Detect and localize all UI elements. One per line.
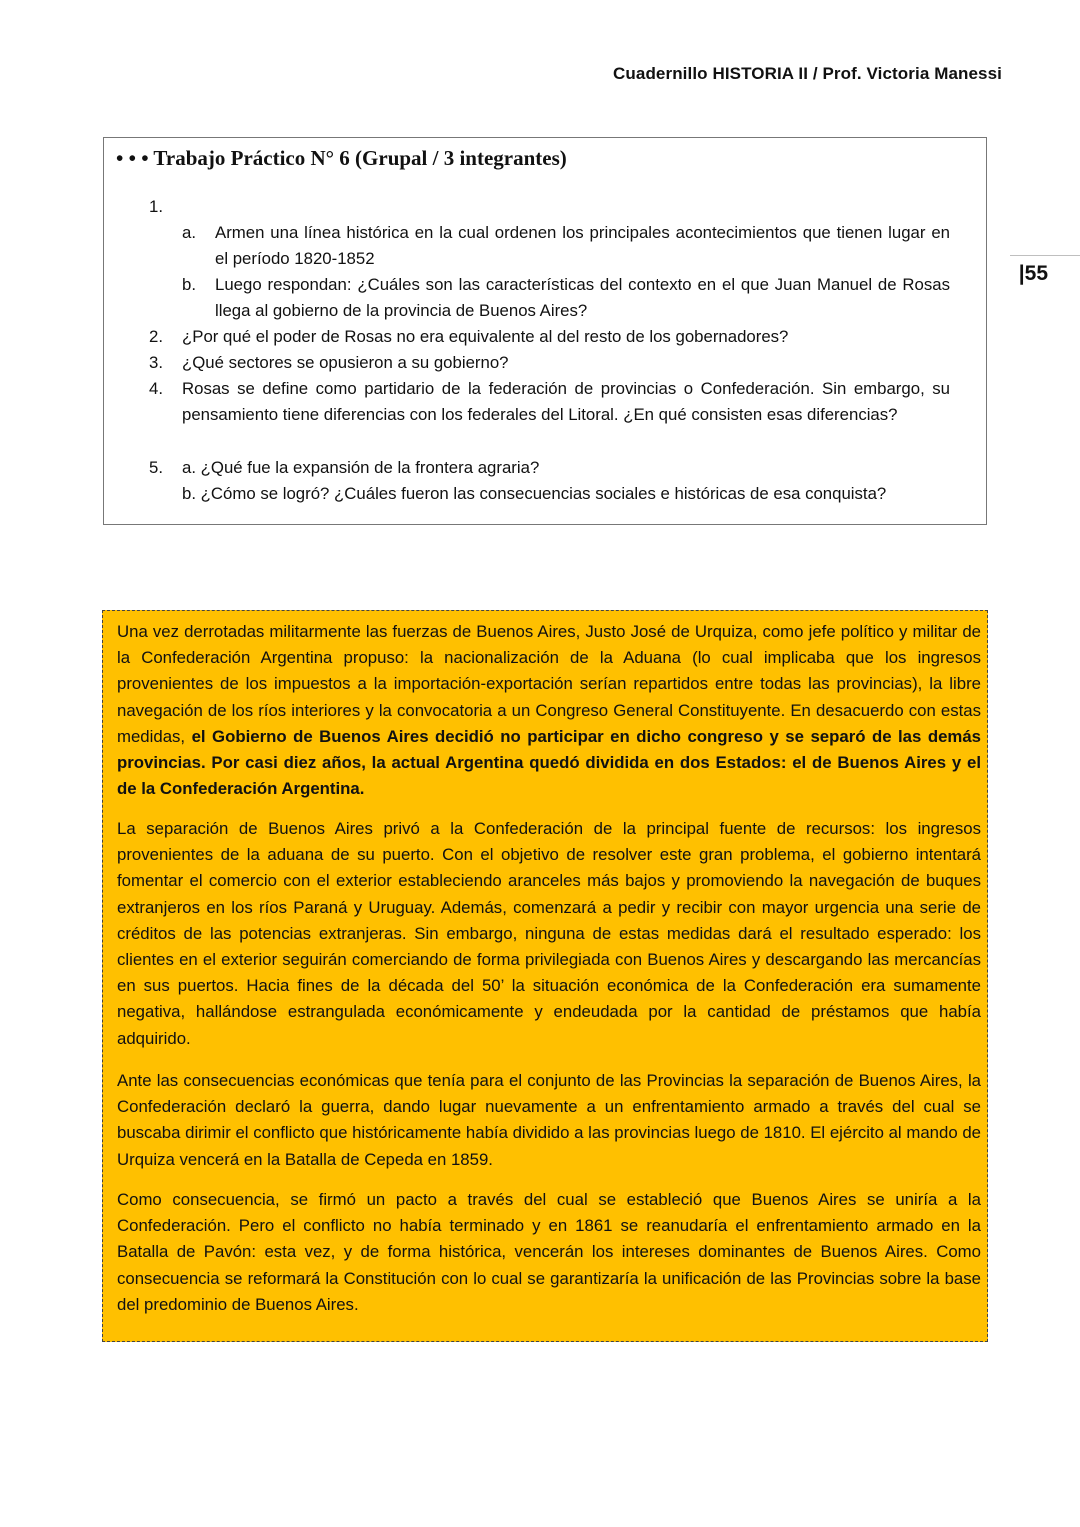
subitem-letter: a. (182, 223, 196, 242)
item-number: 3. (149, 353, 163, 372)
reading-box (102, 610, 988, 1342)
practice-title: • • • Trabajo Práctico N° 6 (Grupal / 3 integrantes) (116, 146, 567, 170)
page-number: |55 (1018, 262, 1048, 285)
subitem-letter: b. (182, 275, 196, 294)
question-2: ¿Por qué el poder de Rosas no era equivalente al del resto de los gobernadores? (182, 327, 789, 346)
practice-box (103, 137, 987, 525)
question-1a: Armen una línea histórica en la cual ordenen los principales acontecimientos que tienen lugar en el período 1820-1852 (215, 223, 950, 268)
item-number: 2. (149, 327, 163, 346)
reading-paragraph-4: Como consecuencia, se firmó un pacto a través del cual se estableció que Buenos Aires se uniría a la Confederación. Pero el conflicto no había terminado y en 1861 se reanudaría el enfrentamiento armado en la Batalla de Pavón: esta vez, y de forma histórica, vencerán los intereses dominantes de Buenos Aires. Como consecuencia se reformará la Constitución con lo cual se garantizaría la unificación de las Provincias sobre la base del predominio de Buenos Aires. (117, 1190, 981, 1314)
page-number-rule (1010, 255, 1080, 256)
paragraph-1-text: Una vez derrotadas militarmente las fuerzas de Buenos Aires, Justo José de Urquiza, como jefe político y militar de la Confederación Argentina propuso: la nacionalización de la Aduana (lo cual implicaba que los ingresos provenientes de los impuestos a la importación-exportación serían repartidos entre todas las provincias), la libre navegación de los ríos interiores y la convocatoria a un Congreso General Constituyente. En desacuerdo con estas medidas, (117, 622, 981, 746)
question-5a: a. ¿Qué fue la expansión de la frontera agraria? (182, 458, 540, 477)
reading-paragraph-3: Ante las consecuencias económicas que tenía para el conjunto de las Provincias la separación de Buenos Aires, la Confederación declaró la guerra, dando lugar nuevamente a un enfrentamiento armado a través del cual se buscaba dirimir el conflicto que históricamente había dividido a las provincias luego de 1810. El ejército al mando de Urquiza vencerá en la Batalla de Cepeda en 1859. (117, 1071, 981, 1169)
question-3: ¿Qué sectores se opusieron a su gobierno? (182, 353, 509, 372)
item-number: 5. (149, 458, 163, 477)
question-5b: b. ¿Cómo se logró? ¿Cuáles fueron las consecuencias sociales e históricas de esa conquista? (182, 484, 887, 503)
reading-paragraph-1 (117, 619, 981, 802)
question-1b: Luego respondan: ¿Cuáles son las características del contexto en el que Juan Manuel de Rosas llega al gobierno de la provincia de Buenos Aires? (215, 275, 950, 320)
item-number: 4. (149, 379, 163, 398)
reading-paragraph-2: La separación de Buenos Aires privó a la Confederación de la principal fuente de recursos: los ingresos provenientes de la aduana de su puerto. Con el objetivo de resolver este gran problema, el gobierno intentará fomentar el comercio con el exterior estableciendo aranceles más bajos y promoviendo la navegación de buques extranjeros en los ríos Paraná y Uruguay. Además, comenzará a pedir y recibir con mayor urgencia una serie de créditos de las potencias extranjeras. Sin embargo, ninguna de estas medidas dará el resultado esperado: los clientes en el exterior seguirán comerciando de forma privilegiada con Buenos Aires y descargando las mercancías en sus puertos. Hacia fines de la década del 50’ la situación económica de la Confederación era sumamente negativa, hallándose estrangulada económicamente y endeudada por la cantidad de préstamos que había adquirido. (117, 819, 981, 1048)
question-4: Rosas se define como partidario de la federación de provincias o Confederación. Sin embargo, su pensamiento tiene diferencias con los federales del Litoral. ¿En qué consisten esas diferencias? (182, 379, 950, 424)
document-header: Cuadernillo HISTORIA II / Prof. Victoria Manessi (613, 64, 1002, 83)
item-number: 1. (149, 197, 163, 216)
paragraph-1-bold-text: el Gobierno de Buenos Aires decidió no participar en dicho congreso y se separó de las demás provincias. Por casi diez años, la actual Argentina quedó dividida en dos Estados: el de Buenos Aires y el de la Confederación Argentina. (117, 726, 981, 799)
